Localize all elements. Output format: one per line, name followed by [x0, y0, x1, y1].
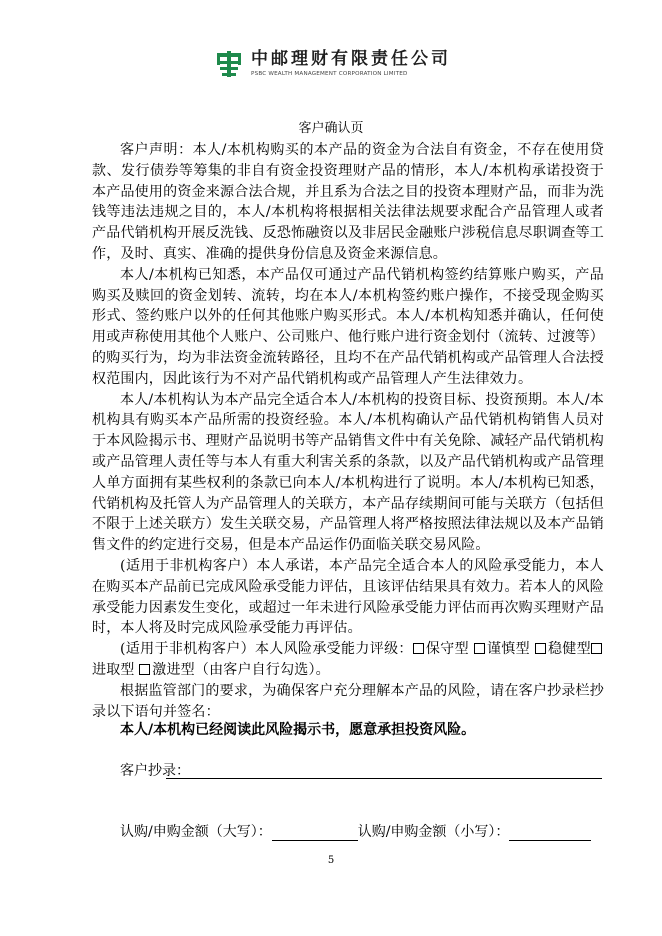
amount-lower-label: 认购/申购金额（小写）：: [357, 824, 510, 840]
checkbox-conservative[interactable]: [413, 643, 424, 654]
option-conservative: 保守型: [425, 641, 469, 658]
checkbox-prudent[interactable]: [474, 643, 485, 654]
copy-input-line[interactable]: [166, 778, 602, 779]
option-progressive: 进取型: [92, 661, 135, 678]
paragraph-customer-declaration: 客户声明：本人/本机构购买的本产品的资金为合法自有资金，不存在使用贷款、发行债券等筹集的非自有资金投资理财产品的情形，本人/本机构承诺投资于本产品使用的资金来源合法合规，并且系为合法之目的投资本理财产品，而非为洗钱等违法违规之目的，本人/本机构将根据相关法律法规要求配合产品管理人或者产品代销机构开展反洗钱、反恐怖融资以及非居民金融账户涉税信息尽职调查等工作，及时、真实、准确的提供身份信息及资金来源信息。: [92, 142, 604, 262]
paragraph-suitability: 本人/本机构认为本产品完全适合本人/本机构的投资目标、投资预期。本人/本机构具有购买本产品所需的投资经验。本人/本机构确认产品代销机构销售人员对于本风险揭示书、理财产品说明书等产品销售文件中有关免除、减轻产品代销机构或产品管理人责任等与本人有重大利害关系的条款，以及产品代销机构或产品管理人单方面拥有某些权利的条款已向本人/本机构进行了说明。本人/本机构已知悉，代销机构及托管人为产品管理人的关联方，本产品存续期间可能与关联方（包括但不限于上述关联方）发生关联交易，产品管理人将严格按照法律法规以及本产品销售文件的约定进行交易，但是本产品运作仍面临关联交易风险。: [92, 391, 604, 554]
amount-lower-input[interactable]: [509, 825, 591, 841]
amount-row: [120, 823, 591, 841]
amount-upper-label: 认购/申购金额（大写）：: [120, 824, 272, 840]
risk-statement: 本人/本机构已经阅读此风险揭示书，愿意承担投资风险。: [120, 722, 476, 738]
risk-rating-prefix: (适用于非机构客户）本人风险承受能力评级：: [120, 641, 413, 658]
risk-rating-suffix: （由客户自行勾选）。: [194, 661, 330, 678]
paragraph-instruction: 根据监管部门的要求，为确保客户充分理解本产品的风险，请在客户抄录栏抄录以下语句并签名：: [92, 682, 604, 720]
checkbox-progressive[interactable]: [591, 643, 602, 654]
checkbox-aggressive[interactable]: [139, 664, 150, 675]
company-header: [214, 46, 451, 82]
option-prudent: 谨慎型: [486, 641, 530, 658]
brand-text: [251, 49, 451, 79]
page-number: 5: [327, 855, 335, 866]
company-name-cn: 中邮理财有限责任公司: [251, 49, 451, 69]
paragraph-risk-commitment: (适用于非机构客户）本人承诺，本产品完全适合本人的风险承受能力，本人在购买本产品前已完成风险承受能力评估，且该评估结果具有效力。若本人的风险承受能力因素发生变化，或超过一年未进行风险承受能力评估而再次购买理财产品时，本人将及时完成风险承受能力再评估。: [92, 557, 604, 637]
option-aggressive: 激进型: [152, 661, 195, 678]
company-name-en: PSBC WEALTH MANAGEMENT CORPORATION LIMITED: [251, 71, 408, 77]
declaration-body: [92, 140, 604, 722]
page-title: 客户确认页: [298, 121, 364, 136]
checkbox-steady[interactable]: [535, 643, 546, 654]
amount-upper-input[interactable]: [272, 825, 358, 841]
psbc-logo-icon: [214, 49, 244, 79]
paragraph-account-notice: 本人/本机构已知悉，本产品仅可通过产品代销机构签约结算账户购买，产品购买及赎回的资金划转、流转，均在本人/本机构签约账户操作，不接受现金购买形式、签约账户以外的任何其他账户购买形式。本人/本机构知悉并确认，任何使用或声称使用其他个人账户、公司账户、他行账户进行资金划付（流转、过渡等）的购买行为，均为非法资金流转路径，且均不在产品代销机构或产品管理人合法授权范围内，因此该行为不对产品代销机构或产品管理人产生法律效力。: [92, 266, 604, 387]
option-steady: 稳健型: [547, 641, 592, 658]
copy-label: 客户抄录：: [120, 763, 190, 779]
risk-rating-line: [92, 639, 604, 681]
